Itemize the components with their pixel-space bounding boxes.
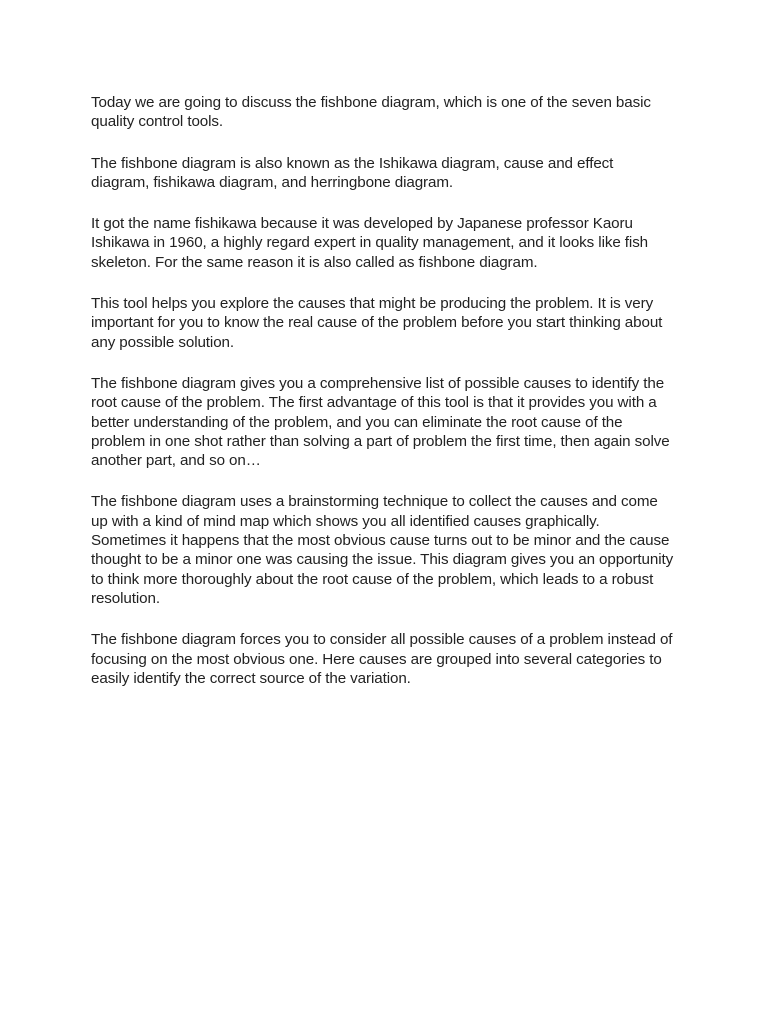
paragraph-origin: It got the name fishikawa because it was developed by Japanese professor Kaoru Ishikawa in 1960, a highly regard expert in quality management, and it looks like fish skeleton. For the same reason it is also called as fishbone diagram. xyxy=(91,215,649,271)
paragraph-categories: The fishbone diagram forces you to consider all possible causes of a problem instead of focusing on the most obvious one. Here causes are grouped into several categories to easily identify the correct source of the variation. xyxy=(91,631,673,687)
paragraph-brainstorming: The fishbone diagram uses a brainstorming technique to collect the causes and come up with a kind of mind map which shows you all identified causes graphically. Sometimes it happens that the most obvious cause turns out to be minor and the cause thought to be a minor one was causing the issue. This diagram gives you an opportunity to think more thoroughly about the root cause of the problem, which leads to a robust resolution. xyxy=(91,493,674,607)
paragraph-aliases: The fishbone diagram is also known as the Ishikawa diagram, cause and effect diagram, fishikawa diagram, and herringbone diagram. xyxy=(91,154,614,191)
paragraph-purpose: This tool helps you explore the causes that might be producing the problem. It is very important for you to know the real cause of the problem before you start thinking about any possible solution. xyxy=(91,295,663,351)
paragraph-advantages: The fishbone diagram gives you a comprehensive list of possible causes to identify the root cause of the problem. The first advantage of this tool is that it provides you with a better understanding of the problem, and you can eliminate the root cause of the problem in one shot rather than solving a part of problem the first time, then again solve another part, and so on… xyxy=(91,374,670,470)
paragraph-intro: Today we are going to discuss the fishbone diagram, which is one of the seven basic quality control tools. xyxy=(91,94,651,131)
